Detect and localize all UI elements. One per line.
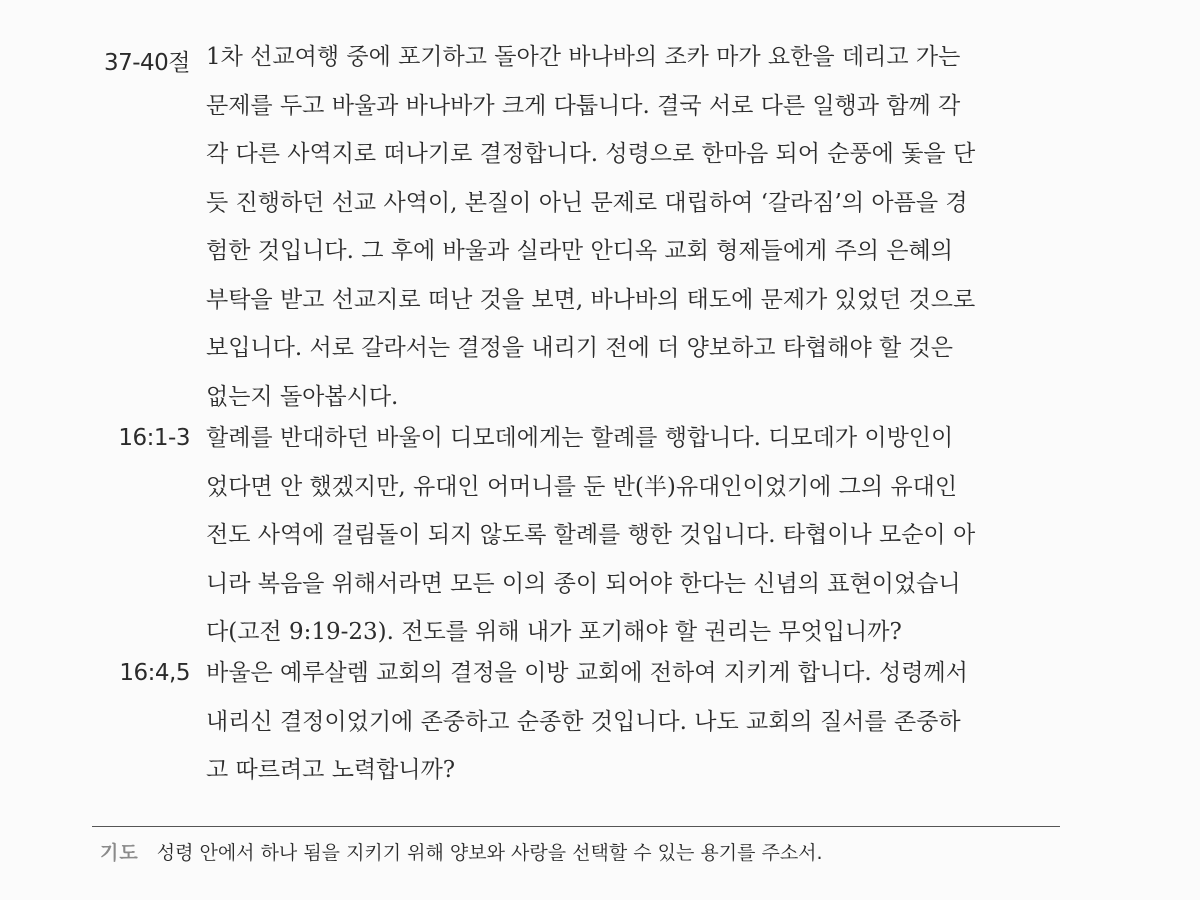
prayer-line: [100, 838, 823, 865]
divider: [92, 826, 1060, 827]
verse-reference: 16:1-3: [118, 425, 190, 451]
commentary-text: [206, 40, 1066, 428]
text-line: 고 따르려고 노력합니까?: [206, 757, 456, 783]
text-line: 바울은 예루살렘 교회의 결정을 이방 교회에 전하여 지키게 합니다. 성령께서: [206, 660, 968, 686]
text-line: 각 다른 사역지로 떠나기로 결정합니다. 성령으로 한마음 되어 순풍에 돛을 단: [206, 141, 976, 167]
verse-reference: 37-40절: [103, 50, 190, 76]
commentary-text: [206, 656, 1066, 802]
text-line: 었다면 안 했겠지만, 유대인 어머니를 둔 반(半)유대인이었기에 그의 유대인: [206, 473, 958, 500]
text-line: 험한 것입니다. 그 후에 바울과 실라만 안디옥 교회 형제들에게 주의 은혜의: [206, 238, 953, 264]
prayer-text: 성령 안에서 하나 됨을 지키기 위해 양보와 사랑을 선택할 수 있는 용기를 주소서.: [156, 842, 823, 864]
text-line: 듯 진행하던 선교 사역이, 본질이 아닌 문제로 대립하여 ‘갈라짐’의 아픔을 경: [206, 189, 968, 216]
text-line: 부탁을 받고 선교지로 떠난 것을 보면, 바나바의 태도에 문제가 있었던 것으로: [206, 286, 976, 313]
commentary-text: [206, 421, 1066, 664]
text-line: 문제를 두고 바울과 바나바가 크게 다툽니다. 결국 서로 다른 일행과 함께 각: [206, 92, 961, 119]
verse-reference: 16:4,5: [119, 660, 190, 686]
prayer-label: 기도: [100, 842, 139, 864]
text-line: 할례를 반대하던 바울이 디모데에게는 할례를 행합니다. 디모데가 이방인이: [206, 425, 954, 451]
text-line: 전도 사역에 걸림돌이 되지 않도록 할례를 행한 것입니다. 타협이나 모순이 아: [206, 522, 976, 548]
text-line: 1차 선교여행 중에 포기하고 돌아간 바나바의 조카 마가 요한을 데리고 가는: [206, 44, 961, 70]
text-line: 없는지 돌아봅시다.: [206, 383, 399, 410]
text-line: 다(고전 9:19-23). 전도를 위해 내가 포기해야 할 권리는 무엇입니까?: [206, 619, 902, 645]
text-line: 내리신 결정이었기에 존중하고 순종한 것입니다. 나도 교회의 질서를 존중하: [206, 708, 961, 735]
text-line: 보입니다. 서로 갈라서는 결정을 내리기 전에 더 양보하고 타협해야 할 것은: [206, 335, 953, 361]
text-line: 니라 복음을 위해서라면 모든 이의 종이 되어야 한다는 신념의 표현이었습니: [206, 570, 961, 597]
